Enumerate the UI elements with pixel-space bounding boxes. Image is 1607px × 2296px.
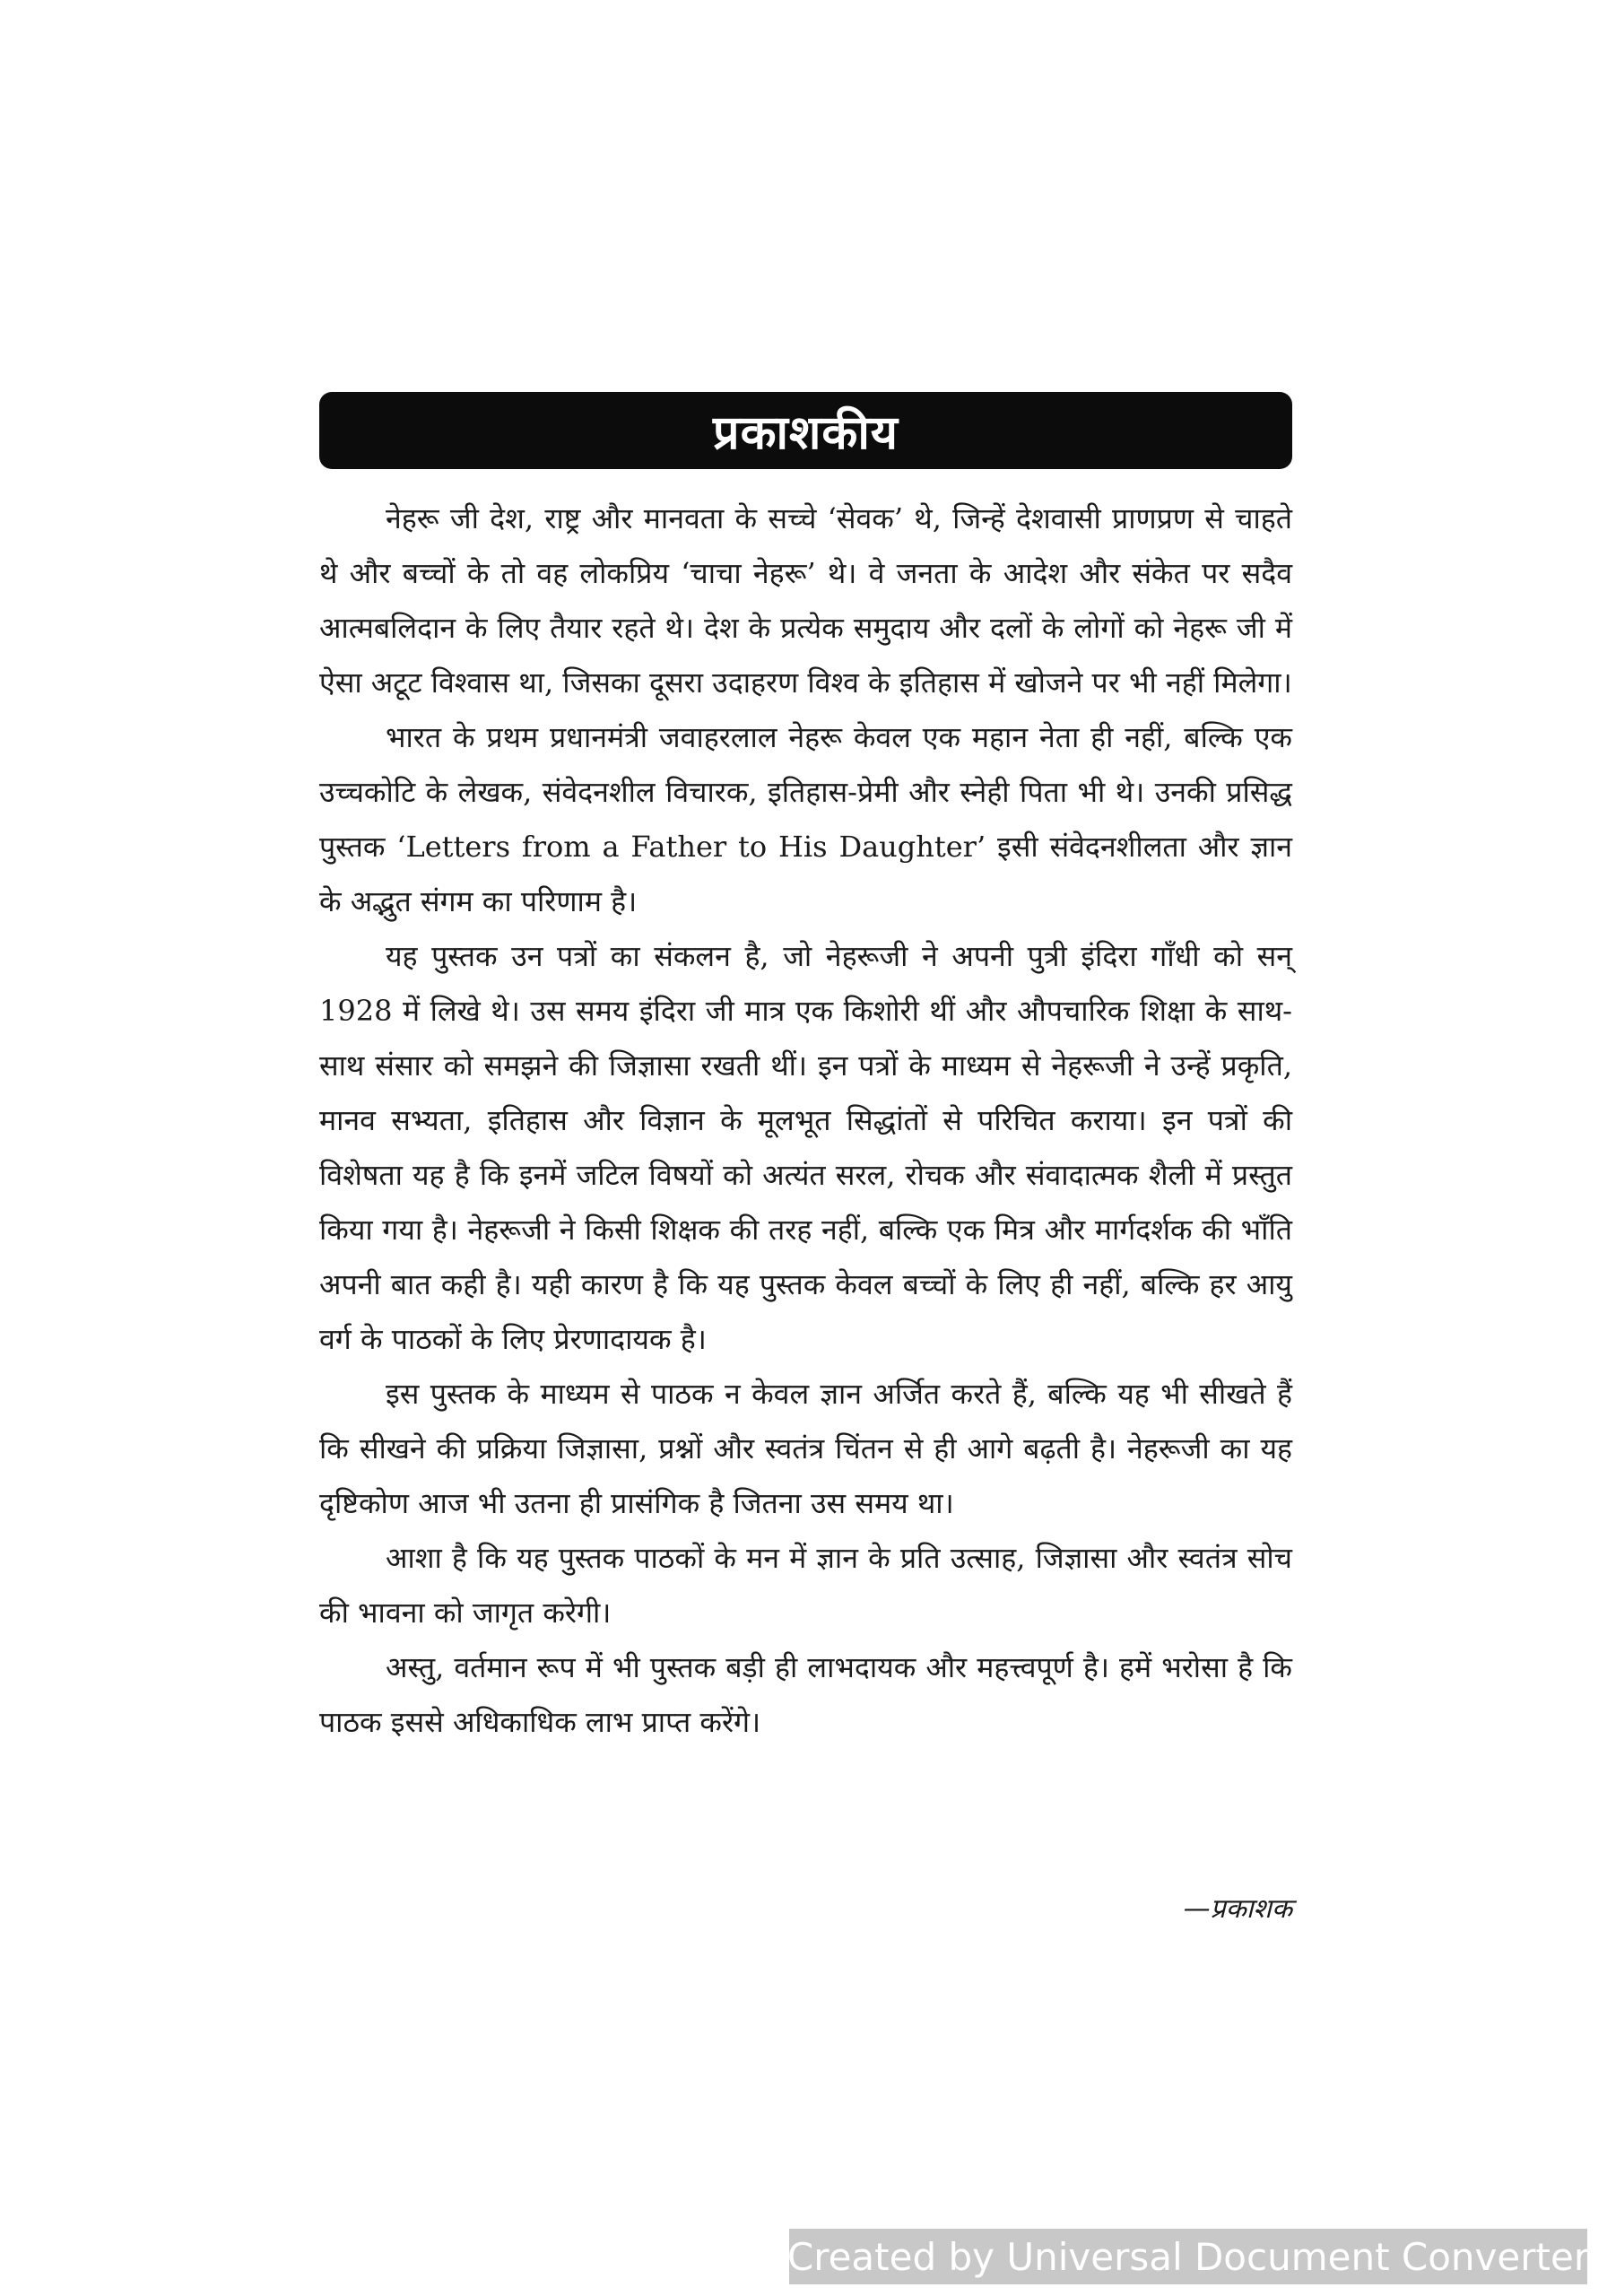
paragraph-2: भारत के प्रथम प्रधानमंत्री जवाहरलाल नेहरू केवल एक महान नेता ही नहीं, बल्कि एक उच्चकोटि के लेखक, संवेदनशील विचारक, इतिहास-प्रेमी और स्नेही पिता भी थे। उनकी प्रसिद्ध पुस्तक ‘Letters from a Father to His Daughter’ इसी संवेदनशीलता और ज्ञान के अद्भुत संगम का परिणाम है। [319,720,1292,918]
paragraph-5: आशा है कि यह पुस्तक पाठकों के मन में ज्ञान के प्रति उत्साह, जिज्ञासा और स्वतंत्र सोच की भावना को जागृत करेगी। [319,1541,1292,1630]
paragraph-1: नेहरू जी देश, राष्ट्र और मानवता के सच्चे ‘सेवक’ थे, जिन्हें देशवासी प्राणप्रण से चाहते थे और बच्चों के तो वह लोकप्रिय ‘चाचा नेहरू’ थे। वे जनता के आदेश और संकेत पर सदैव आत्मबलिदान के लिए तैयार रहते थे। देश के प्रत्येक समुदाय और दलों के लोगों को नेहरू जी में ऐसा अटूट विश्वास था, जिसका दूसरा उदाहरण विश्व के इतिहास में खोजने पर भी नहीं मिलेगा। [319,501,1292,700]
publisher-signature: —प्रकाशक [1183,1893,1292,1925]
converter-watermark [786,2229,1590,2284]
page-title: प्रकाशकीय [713,405,899,460]
title-banner [319,392,1292,469]
watermark-text: Created by Universal Document Converter [786,2234,1590,2279]
paragraph-3: यह पुस्तक उन पत्रों का संकलन है, जो नेहरूजी ने अपनी पुत्री इंदिरा गाँधी को सन् 1928 में लिखे थे। उस समय इंदिरा जी मात्र एक किशोरी थीं और औपचारिक शिक्षा के साथ-साथ संसार को समझने की जिज्ञासा रखती थीं। इन पत्रों के माध्यम से नेहरूजी ने उन्हें प्रकृति, मानव सभ्यता, इतिहास और विज्ञान के मूलभूत सिद्धांतों से परिचित कराया। इन पत्रों की विशेषता यह है कि इनमें जटिल विषयों को अत्यंत सरल, रोचक और संवादात्मक शैली में प्रस्तुत किया गया है। नेहरूजी ने किसी शिक्षक की तरह नहीं, बल्कि एक मित्र और मार्गदर्शक की भाँति अपनी बात कही है। यही कारण है कि यह पुस्तक केवल बच्चों के लिए ही नहीं, बल्कि हर आयु वर्ग के पाठकों के लिए प्रेरणादायक है। [319,939,1292,1356]
paragraph-6: अस्तु, वर्तमान रूप में भी पुस्तक बड़ी ही लाभदायक और महत्त्वपूर्ण है। हमें भरोसा है कि पाठक इससे अधिकाधिक लाभ प्राप्त करेंगे। [319,1650,1292,1739]
paragraph-4: इस पुस्तक के माध्यम से पाठक न केवल ज्ञान अर्जित करते हैं, बल्कि यह भी सीखते हैं कि सीखने की प्रक्रिया जिज्ञासा, प्रश्नों और स्वतंत्र चिंतन से ही आगे बढ़ती है। नेहरूजी का यह दृष्टिकोण आज भी उतना ही प्रासंगिक है जितना उस समय था। [319,1377,1292,1520]
body-text [319,491,1292,1750]
